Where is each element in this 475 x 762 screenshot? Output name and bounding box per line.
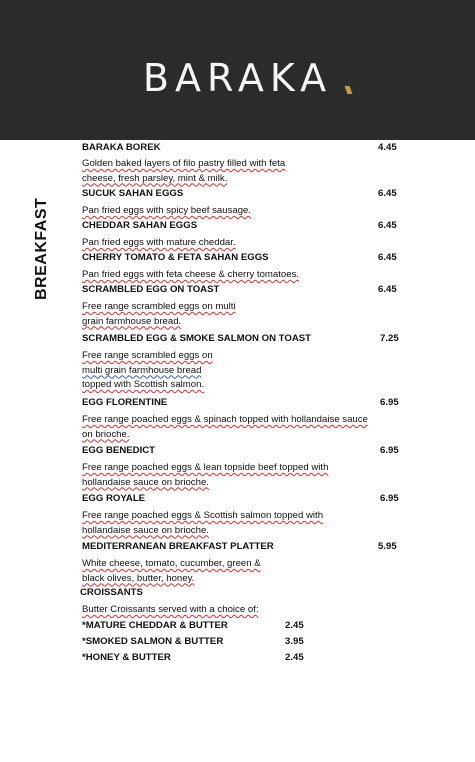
croissant-option-price: 3.95: [285, 636, 304, 647]
description-line: cheese, fresh parsley, mint & milk.: [82, 172, 228, 184]
menu-item-price: 6.95: [380, 445, 399, 456]
description-line: Pan fried eggs with spicy beef sausage.: [82, 205, 252, 216]
menu-item-description: [82, 204, 251, 219]
menu-item-description: [82, 509, 323, 538]
croissant-option: *HONEY & BUTTER: [82, 652, 171, 663]
description-line: topped with Scottish salmon.: [82, 379, 205, 390]
croissant-option-price: 2.45: [285, 652, 304, 663]
menu-item-title: CHERRY TOMATO & FETA SAHAN EGGS: [82, 252, 269, 263]
description-line: multi grain farmhouse bread: [82, 364, 202, 376]
description-line: hollandaise sauce on brioche.: [82, 524, 209, 536]
menu-item-title: CHEDDAR SAHAN EGGS: [82, 220, 198, 231]
menu-item-description: [82, 413, 368, 442]
menu-item-price: 4.45: [378, 142, 397, 153]
menu-item-description: [82, 268, 299, 283]
menu-item-title: MEDITERRANEAN BREAKFAST PLATTER: [82, 541, 274, 552]
description-line: Free range poached eggs & spinach topped with hollandaise sauce: [82, 414, 368, 425]
description-line: White cheese, tomato, cucumber, green &: [82, 558, 261, 569]
menu-item-price: 6.95: [380, 397, 399, 408]
menu-item-title: EGG ROYALE: [82, 493, 146, 504]
menu-item-title: SCRAMBLED EGG ON TOAST: [82, 284, 220, 295]
description-line: Free range scrambled eggs on multi: [82, 301, 236, 312]
description-line: Pan fried eggs with mature cheddar.: [82, 237, 236, 248]
croissants-intro: [82, 603, 259, 618]
description-line: on brioche.: [82, 428, 130, 440]
description-line: hollandaise sauce on brioche.: [82, 476, 209, 488]
croissant-option: *SMOKED SALMON & BUTTER: [82, 636, 224, 647]
description-line: black olives, butter, honey.: [82, 572, 195, 584]
menu-item-price: 6.95: [380, 493, 399, 504]
menu-item-title: SUCUK SAHAN EGGS: [82, 188, 184, 199]
menu-item-title: EGG BENEDICT: [82, 445, 156, 456]
description-line: Free range poached eggs & lean topside beef topped with: [82, 462, 329, 473]
menu-item-price: 6.45: [378, 220, 397, 231]
description-line: Pan fried eggs with feta cheese & cherry tomatoes.: [82, 269, 300, 280]
menu-item-price: 6.45: [378, 252, 397, 263]
section-title: BREAKFAST: [33, 197, 50, 300]
description-line: Free range poached eggs & Scottish salmon topped with: [82, 510, 324, 521]
description-line: Butter Croissants served with a choice of:: [82, 604, 259, 615]
menu-item-title: EGG FLORENTINE: [82, 397, 168, 408]
menu-item-price: 6.45: [378, 188, 397, 199]
brand-logo: BARAKA: [142, 56, 333, 100]
menu-item-description: [82, 557, 261, 586]
menu-item-price: 5.95: [378, 541, 397, 552]
croissant-option: *MATURE CHEDDAR & BUTTER: [82, 620, 228, 631]
menu-item-description: [82, 300, 236, 329]
menu-item-title: BARAKA BOREK: [82, 142, 161, 153]
menu-item-description: [82, 349, 213, 393]
croissants-title: CROISSANTS: [80, 587, 143, 598]
menu-item-description: [82, 461, 328, 490]
description-line: Free range scrambled eggs on: [82, 350, 213, 361]
description-line: grain farmhouse bread.: [82, 315, 182, 327]
menu-item-description: [82, 157, 285, 186]
menu-item-title: SCRAMBLED EGG & SMOKE SALMON ON TOAST: [82, 333, 312, 344]
menu-item-price: 7.25: [380, 333, 399, 344]
menu-item-description: [82, 236, 236, 251]
croissant-option-price: 2.45: [285, 620, 304, 631]
menu-item-price: 6.45: [378, 284, 397, 295]
description-line: Golden baked layers of filo pastry filled with feta: [82, 158, 286, 169]
